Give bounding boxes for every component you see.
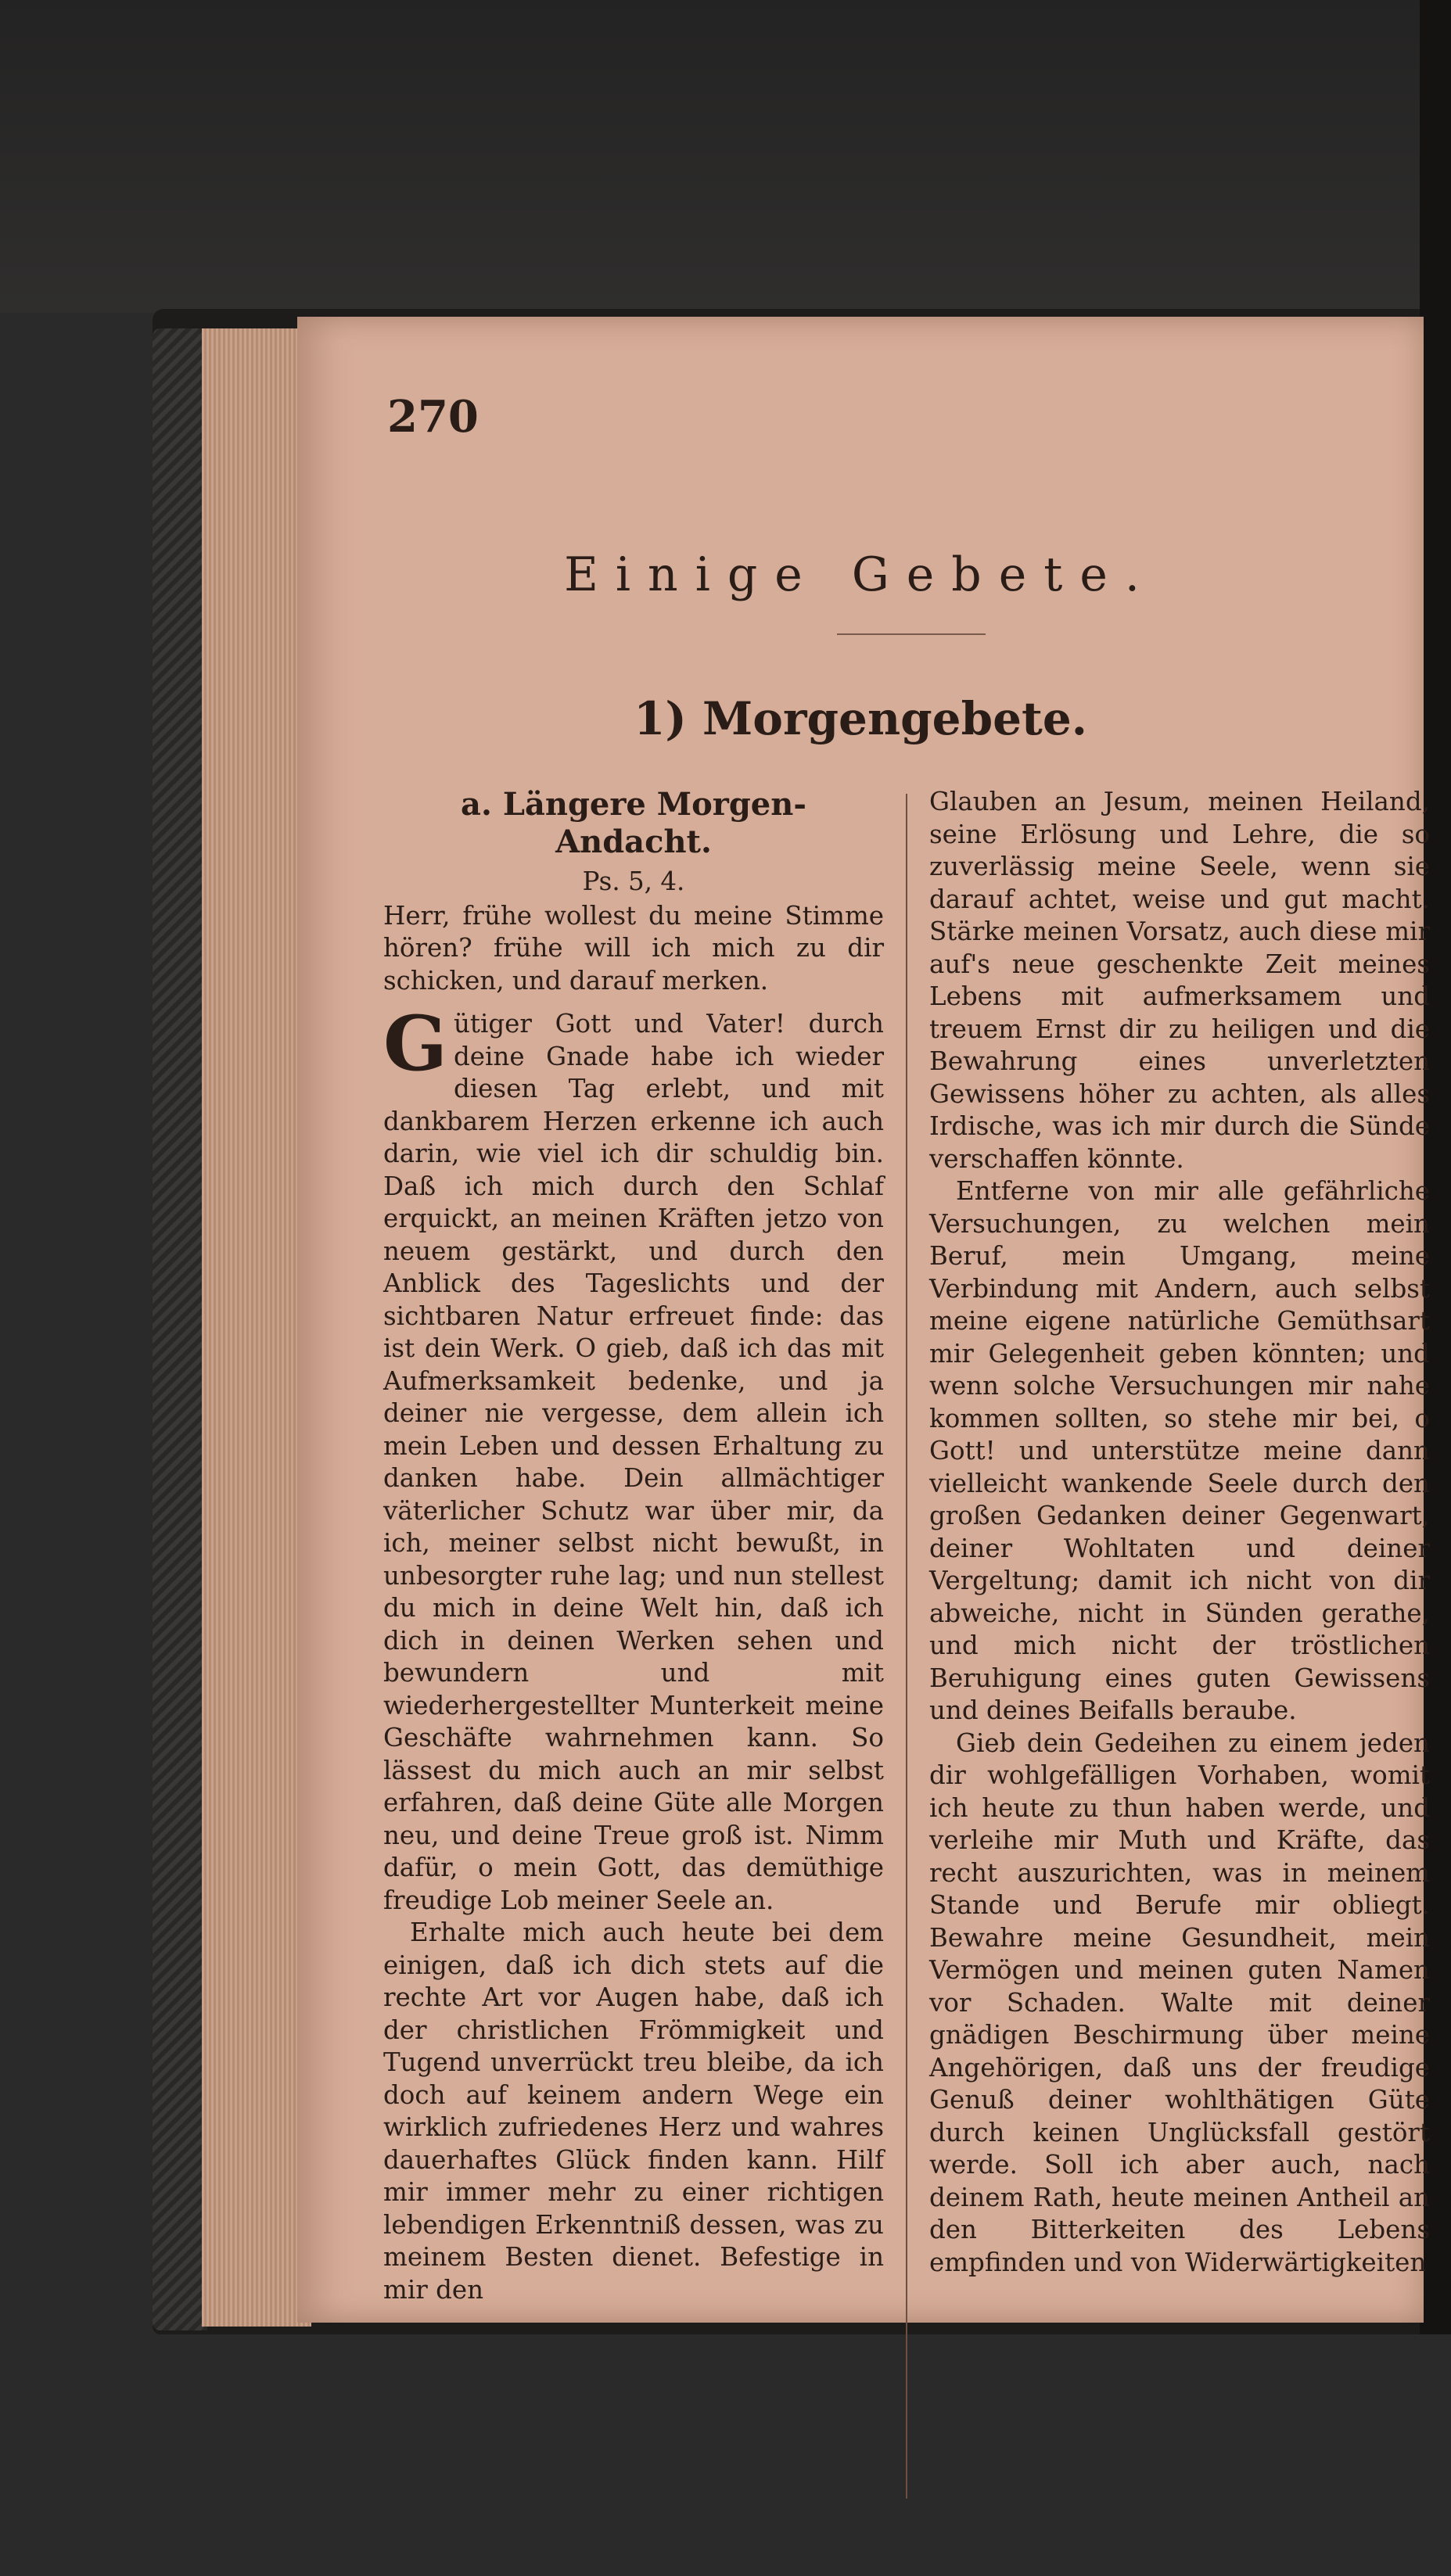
page-stack-edges xyxy=(202,328,311,2327)
prayer-paragraph: Erhalte mich auch heute bei dem einigen, daß ich dich stets auf die rechte Art vor Augen habe, daß ich der christlichen Frömmigkeit und Tugend unverrückt treu bleibe, da ich doch auf keinem andern Wege ein wirklich zufriedenes Herz und wahres dauerhaftes Glück finden kann. Hilf mir immer mehr zu einer richtigen lebendigen Erkenntniß dessen, was zu meinem Besten dienet. Befestige in mir den xyxy=(383,1918,884,2305)
book-binding-edge xyxy=(153,328,207,2330)
section-heading: Einige Gebete. xyxy=(564,547,1157,602)
right-column xyxy=(929,786,1430,2279)
prayer-paragraph: Gütiger Gott und Vater! durch deine Gnade habe ich wieder diesen Tag erlebt, und mit dankbarem Herzen erkenne ich auch darin, wie viel ich dir schuldig bin. Daß ich mich durch den Schlaf erquickt, an meinen Kräften jetzo von neuem gestärkt, und durch den Anblick des Tageslichts und der sichtbaren Natur erfreuet finde: das ist dein Werk. O gieb, daß ich das mit Aufmerksamkeit bedenke, und ja deiner nie vergesse, dem allein ich mein Leben und dessen Erhaltung zu danken habe. Dein allmächtiger väterlicher Schutz war über mir, da ich, meiner selbst nicht bewußt, in unbesorgter ruhe lag; und nun stellest du mich in deine Welt hin, daß ich dich in deinen Werken sehen und bewundern und mit wiederhergestellter Munterkeit meine Geschäfte wahrnehmen kann. So lässest du mich auch an mir selbst erfahren, daß deine Güte alle Morgen neu, und deine Treue groß ist. Nimm dafür, o mein Gott, das demüthige freudige Lob meiner Seele an. xyxy=(383,999,884,1915)
subsection-heading: 1) Morgengebete. xyxy=(634,692,1087,745)
prayer-title: a. Längere Morgen-Andacht. xyxy=(461,786,806,860)
psalm-reference: Ps. 5, 4. xyxy=(582,866,685,896)
page-number: 270 xyxy=(387,391,479,443)
left-column xyxy=(383,786,884,2306)
background-surface xyxy=(0,0,1451,313)
book-page xyxy=(297,317,1430,2323)
heading-rule xyxy=(837,633,986,635)
column-divider xyxy=(906,794,907,2499)
prayer-paragraph: Gieb dein Gedeihen zu einem jeden dir wohlgefälligen Vorhaben, womit ich heute zu thun haben werde, und verleihe mir Muth und Kräfte, das recht auszurichten, was in meinem Stande und Berufe mir obliegt. Bewahre meine Gesundheit, mein Vermögen und meinen guten Namen vor Schaden. Walte mit deiner gnädigen Beschirmung über meine Angehörigen, daß uns der freudige Genuß deiner wohlthätigen Güte durch keinen Unglücksfall gestört werde. Soll ich aber auch, nach deinem Rath, heute meinen Antheil an den Bitterkeiten des Lebens empfinden und von Widerwärtigkeiten xyxy=(929,1727,1430,2277)
prayer-paragraph: Entferne von mir alle gefährliche Versuchungen, zu welchen mein Beruf, mein Umgang, meine Verbindung mit Andern, auch selbst meine eigene natürliche Gemüthsart mir Gelegenheit geben könnten; und wenn solche Versuchungen mir nahe kommen sollten, so stehe mir bei, o Gott! und unterstütze meine dann vielleicht wankende Seele durch den großen Gedanken deiner Gegenwart, deiner Wohltaten und deiner Vergeltung; damit ich nicht von dir abweiche, nicht in Sünden gerathe, und mich nicht der tröstlichen Beruhigung eines guten Gewissens und deines Beifalls beraube. xyxy=(929,1176,1430,1725)
prayer-paragraph: Glauben an Jesum, meinen Heiland, seine Erlösung und Lehre, die so zuverlässig meine Seele, wenn sie darauf achtet, weise und gut macht. Stärke meinen Vorsatz, auch diese mir auf's neue geschenkte Zeit meines Lebens mit aufmerksamem und treuem Ernst dir zu heiligen und die Bewahrung eines unverletzten Gewissens höher zu achten, als alles Irdische, was ich mir durch die Sünde verschaffen könnte. xyxy=(929,787,1430,1174)
psalm-verse: Herr, frühe wollest du meine Stimme hören? frühe will ich mich zu dir schicken, und darauf merken. xyxy=(383,900,884,996)
